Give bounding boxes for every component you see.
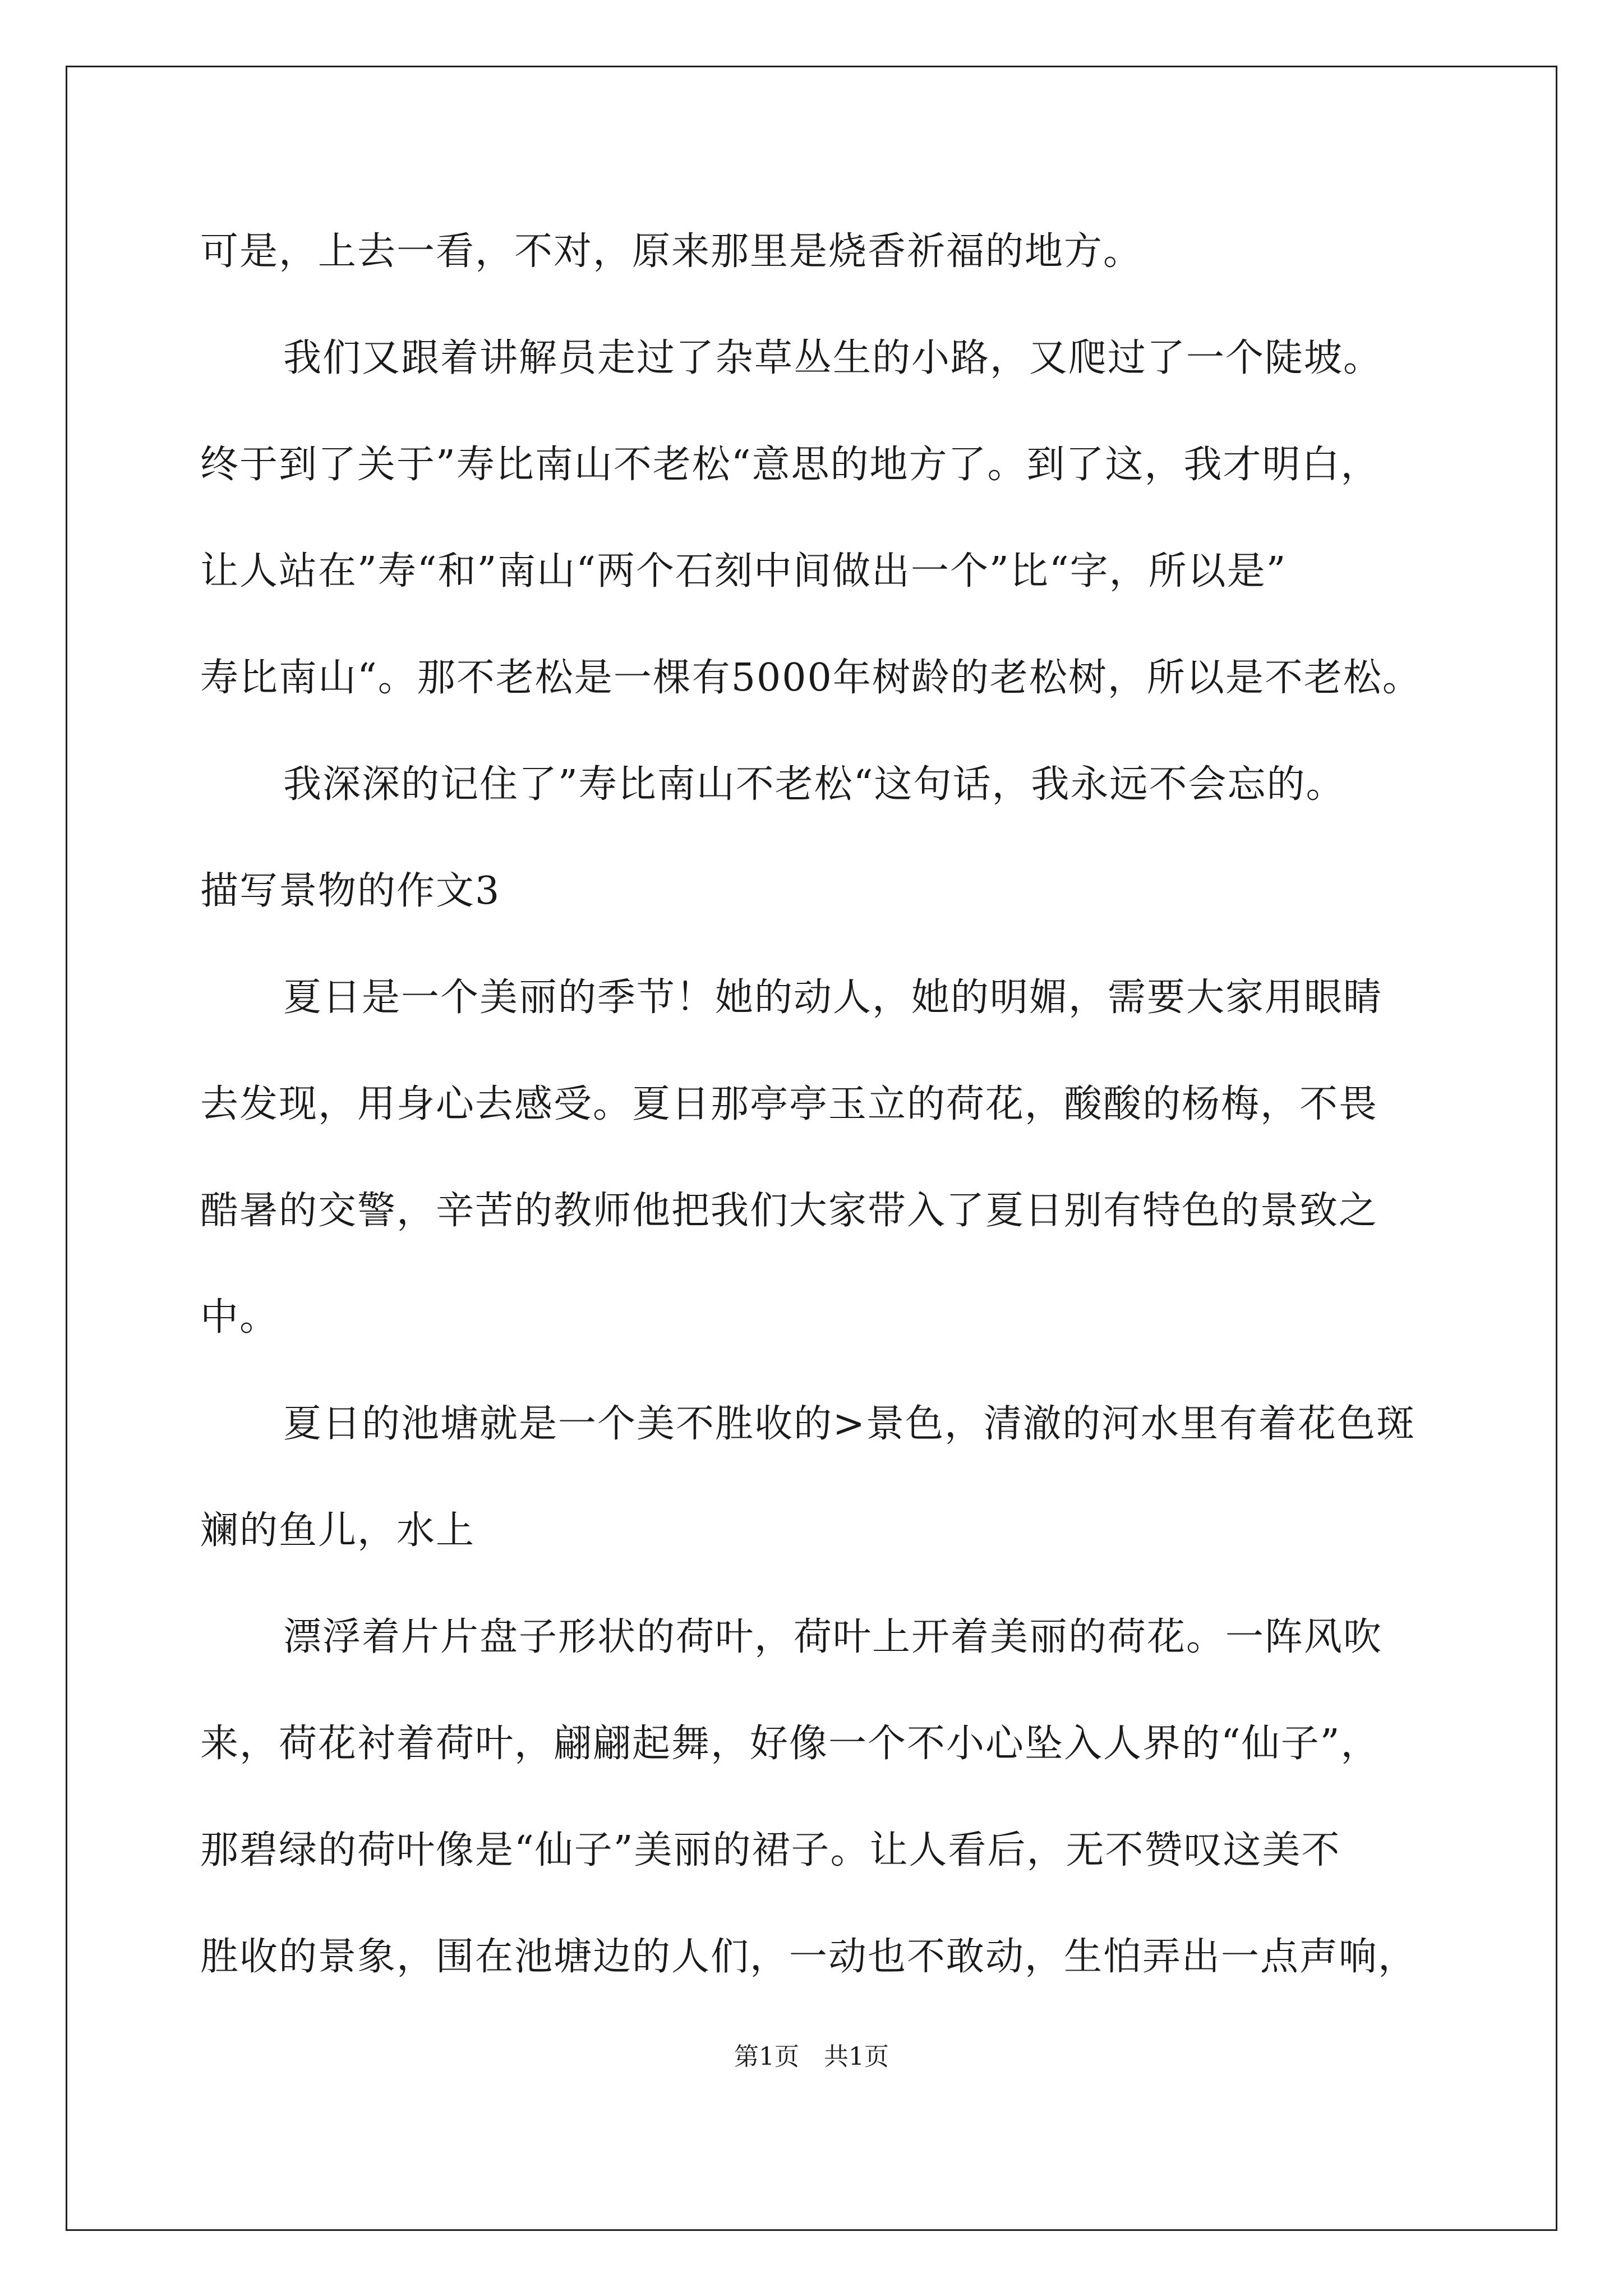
paragraph-line: 让人站在”寿“和”南山“两个石刻中间做出一个”比“字，所以是” [200, 549, 1287, 593]
paragraph-line: 中。 [200, 1295, 279, 1340]
paragraph-line: 终于到了关于”寿比南山不老松“意思的地方了。到了这，我才明白， [200, 443, 1380, 487]
paragraph-line: 那碧绿的荷叶像是“仙子”美丽的裙子。让人看后，无不赞叹这美不 [200, 1828, 1341, 1872]
page-number: 第1页 共1页 [734, 2042, 889, 2071]
paragraph-line: 我深深的记住了”寿比南山不老松“这句话，我永远不会忘的。 [283, 762, 1345, 807]
page-border [66, 66, 1557, 2231]
paragraph-line: 夏日是一个美丽的季节！她的动人，她的明媚，需要大家用眼睛 [283, 976, 1383, 1020]
paragraph-line: 寿比南山“。那不老松是一棵有5000年树龄的老松树，所以是不老松。 [200, 656, 1422, 700]
paragraph-line: 去发现，用身心去感受。夏日那亭亭玉立的荷花，酸酸的杨梅，不畏 [200, 1082, 1378, 1126]
paragraph-line: 胜收的景象，围在池塘边的人们，一动也不敢动，生怕弄出一点声响， [200, 1935, 1418, 1979]
paragraph-line: 夏日的池塘就是一个美不胜收的>景色，清澈的河水里有着花色斑 [283, 1402, 1415, 1446]
paragraph-line: 斓的鱼儿，水上 [200, 1508, 476, 1553]
paragraph-line: 酷暑的交警，辛苦的教师他把我们大家带入了夏日别有特色的景致之 [200, 1189, 1378, 1233]
paragraph-line: 漂浮着片片盘子形状的荷叶，荷叶上开着美丽的荷花。一阵风吹 [283, 1615, 1383, 1659]
paragraph-line: 我们又跟着讲解员走过了杂草丛生的小路，又爬过了一个陡坡。 [283, 336, 1383, 380]
section-heading: 描写景物的作文3 [200, 869, 501, 913]
paragraph-line: 来，荷花衬着荷叶，翩翩起舞，好像一个不小心坠入人界的“仙子”， [200, 1722, 1380, 1766]
paragraph-line: 可是，上去一看，不对，原来那里是烧香祈福的地方。 [200, 229, 1143, 274]
